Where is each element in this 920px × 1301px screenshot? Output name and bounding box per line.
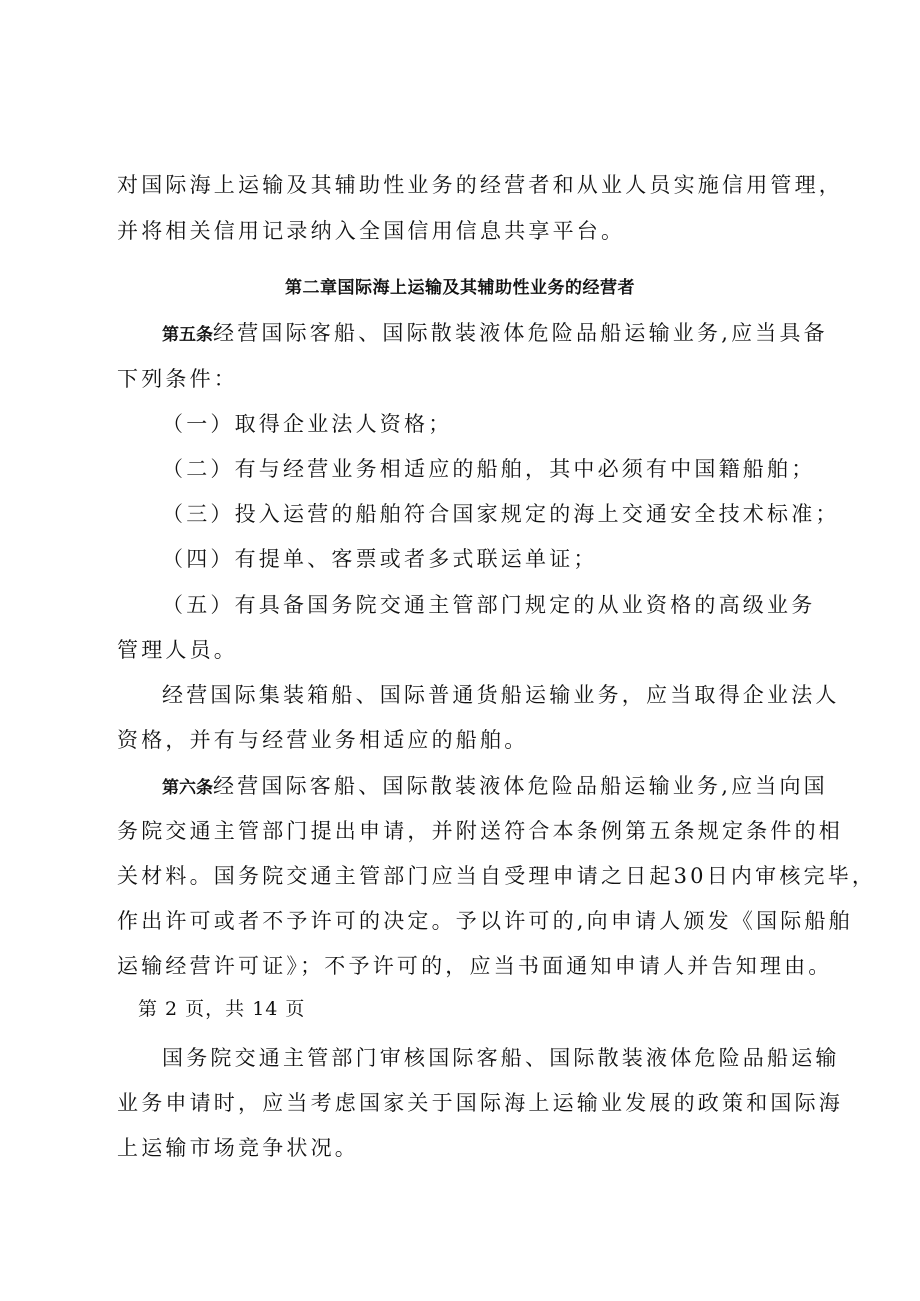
article-5-line-1: [162, 318, 828, 350]
article-5-para-2-line-2: 资格，并有与经营业务相适应的船舶。: [117, 728, 529, 752]
condition-5-continued: 管理人员。: [117, 638, 238, 662]
chapter-heading: 第二章国际海上运输及其辅助性业务的经营者: [285, 278, 635, 298]
article-5-line-2: 下列条件：: [117, 367, 238, 391]
final-para-line-1: 国务院交通主管部门审核国际客船、国际散装液体危险品船运输: [162, 1046, 840, 1070]
article-6-line-3: 关材料。国务院交通主管部门应当自受理申请之日起30日内审核完毕，: [117, 864, 877, 888]
condition-1: （一）取得企业法人资格；: [162, 412, 453, 436]
condition-5: （五）有具备国务院交通主管部门规定的从业资格的高级业务: [162, 593, 816, 617]
intro-line-2: 并将相关信用记录纳入全国信用信息共享平台。: [117, 219, 626, 243]
page-number: 第 2 页，共 14 页: [138, 998, 306, 1020]
article-6-line-5: 运输经营许可证》；不予许可的，应当书面通知申请人并告知理由。: [117, 954, 833, 978]
condition-4: （四）有提单、客票或者多式联运单证；: [162, 547, 598, 571]
article-5-text: 经营国际客船、国际散装液体危险品船运输业务,应当具备: [213, 321, 828, 345]
article-6-line-2: 务院交通主管部门提出申请，并附送符合本条例第五条规定条件的相: [117, 819, 843, 843]
article-5-label: 第五条: [162, 325, 213, 345]
final-para-line-2: 业务申请时，应当考虑国家关于国际海上运输业发展的政策和国际海: [117, 1091, 843, 1115]
condition-3: （三）投入运营的船舶符合国家规定的海上交通安全技术标准；: [162, 502, 840, 526]
condition-2: （二）有与经营业务相适应的船舶，其中必须有中国籍船舶；: [162, 457, 816, 481]
intro-line-1: 对国际海上运输及其辅助性业务的经营者和从业人员实施信用管理，: [117, 173, 843, 197]
article-5-para-2-line-1: 经营国际集装箱船、国际普通货船运输业务，应当取得企业法人: [162, 683, 840, 707]
article-6-line-4: 作出许可或者不予许可的决定。予以许可的,向申请人颁发《国际船舶: [117, 909, 853, 933]
article-6-label: 第六条: [162, 778, 213, 798]
final-para-line-3: 上运输市场竞争状况。: [117, 1136, 359, 1160]
article-6-line-1: [162, 771, 828, 803]
article-6-text: 经营国际客船、国际散装液体危险品船运输业务,应当向国: [213, 774, 828, 798]
